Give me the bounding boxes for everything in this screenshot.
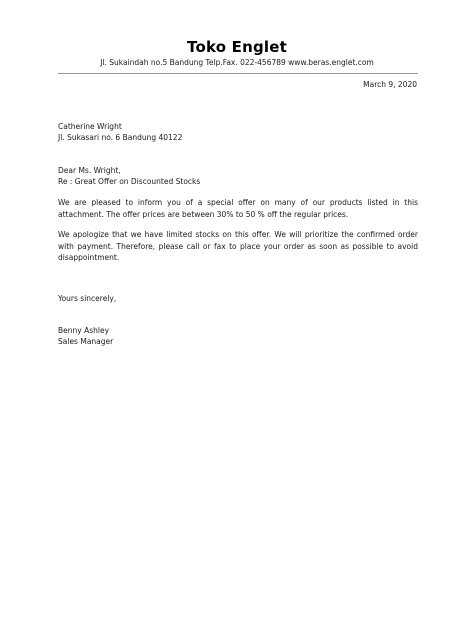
closing: Yours sincerely, (58, 294, 117, 303)
company-address: Jl. Sukaindah no.5 Bandung Telp.Fax. 022-456789 www.beras.englet.com (100, 58, 374, 67)
letter-date: March 9, 2020 (363, 80, 417, 89)
letterhead-divider (58, 73, 418, 74)
recipient-name: Catherine Wright (58, 122, 122, 131)
signer-title: Sales Manager (58, 337, 114, 346)
body-paragraph-1: We are pleased to inform you of a special offer on many of our products listed in this attachment. The offer prices are between 30% to 50 % off the regular prices. (58, 198, 418, 219)
recipient-address: Jl. Sukasari no. 6 Bandung 40122 (58, 133, 183, 142)
company-name: Toko Englet (187, 38, 287, 56)
signer-name: Benny Ashley (58, 326, 110, 335)
body-paragraph-2: We apologize that we have limited stocks on this offer. We will prioritize the confirmed order with payment. Therefore, please call or fax to place your order as soon as possible to avoid disappointment. (58, 230, 418, 262)
subject-line: Re : Great Offer on Discounted Stocks (58, 177, 201, 186)
salutation: Dear Ms. Wright, (58, 166, 121, 175)
